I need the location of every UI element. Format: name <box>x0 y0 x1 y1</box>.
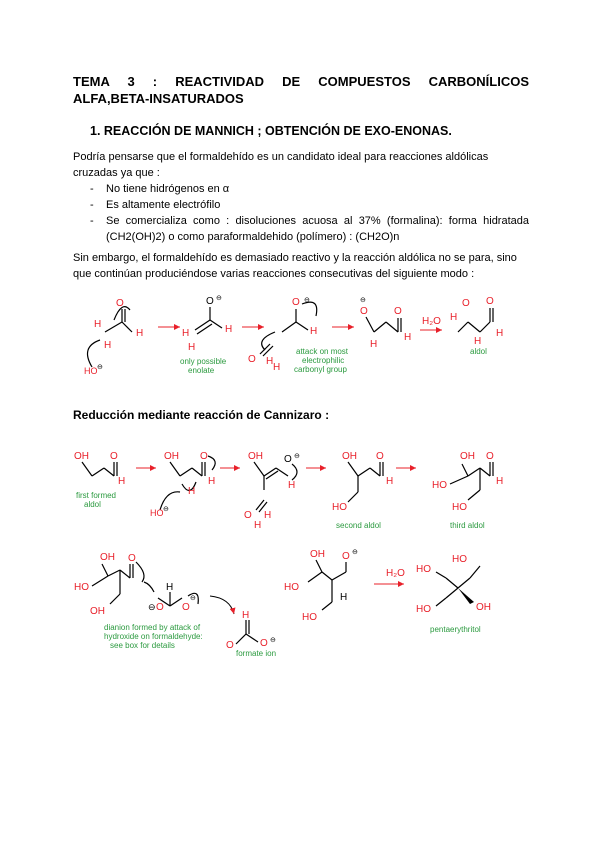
aldol-molecule <box>458 308 493 332</box>
svg-text:H: H <box>386 476 394 487</box>
label-first-formed: first formed <box>76 491 117 500</box>
svg-text:OH: OH <box>74 451 89 462</box>
svg-text:O: O <box>292 297 300 308</box>
svg-text:H: H <box>242 610 250 621</box>
svg-text:OH: OH <box>310 549 325 560</box>
svg-text:HO: HO <box>416 604 431 615</box>
first-aldol-molecule <box>82 462 117 476</box>
label-dianion-2: hydroxide on formaldehyde: <box>104 632 203 641</box>
label-enolate: enolate <box>188 366 215 375</box>
bullet-item: - Es altamente electrófilo <box>90 199 221 211</box>
svg-text:O: O <box>248 354 256 365</box>
svg-text:O: O <box>226 640 234 651</box>
svg-text:H: H <box>496 476 504 487</box>
label-attack-3: carbonyl group <box>294 365 347 374</box>
svg-text:H: H <box>288 480 296 491</box>
svg-text:O: O <box>360 306 368 317</box>
second-aldol-molecule <box>348 462 383 502</box>
svg-text:⊖: ⊖ <box>304 297 310 304</box>
svg-text:HO: HO <box>302 612 317 623</box>
svg-text:H: H <box>266 356 274 367</box>
svg-text:O: O <box>206 296 214 307</box>
scheme-aldol-sequence <box>70 292 540 382</box>
svg-text:O: O <box>284 454 292 465</box>
svg-text:H: H <box>208 476 216 487</box>
svg-text:O: O <box>128 553 136 564</box>
svg-text:OH: OH <box>90 606 105 617</box>
svg-text:O: O <box>260 638 268 649</box>
svg-text:OH: OH <box>476 602 491 613</box>
reagent-h2o-2: H₂O <box>386 568 405 579</box>
label-first-aldol: aldol <box>84 500 101 509</box>
svg-text:H: H <box>264 510 272 521</box>
svg-text:OH: OH <box>460 451 475 462</box>
enolate-molecule <box>195 307 222 334</box>
scheme-repeated-aldols <box>70 448 540 538</box>
bullet-item: - Se comercializa como : disoluciones acuosa al 37% (formalina): forma hidratada <box>90 215 529 227</box>
third-aldol-attack <box>92 562 154 604</box>
subheading-cannizaro: Reducción mediante reacción de Cannizaro : <box>73 408 330 422</box>
svg-text:H: H <box>496 328 504 339</box>
svg-text:O: O <box>116 298 124 309</box>
bullet-text: Se comercializa como : disoluciones acuosa al 37% (formalina): forma hidratada <box>106 215 529 227</box>
section-heading-mannich: 1. REACCIÓN DE MANNICH ; OBTENCIÓN DE EXO-ENONAS. <box>90 124 452 138</box>
svg-text:OH: OH <box>100 552 115 563</box>
svg-text:H: H <box>182 328 190 339</box>
svg-text:HO: HO <box>332 502 347 513</box>
svg-text:H: H <box>310 326 318 337</box>
svg-text:HO: HO <box>284 582 299 593</box>
svg-text:O: O <box>394 306 402 317</box>
label-third-aldol: third aldol <box>450 521 485 530</box>
label-pentaerythritol: pentaerythritol <box>430 625 481 634</box>
svg-text:O: O <box>486 296 494 307</box>
svg-text:O: O <box>110 451 118 462</box>
svg-text:O: O <box>462 298 470 309</box>
svg-text:⊖: ⊖ <box>97 364 103 371</box>
svg-text:⊖: ⊖ <box>270 637 276 644</box>
svg-text:H: H <box>188 486 196 497</box>
paragraph-2-line2: que continúan produciéndose varias reacciones consecutivas del siguiente modo : <box>73 268 475 280</box>
svg-text:H: H <box>404 332 412 343</box>
svg-text:H: H <box>225 324 233 335</box>
bullet-text: No tiene hidrógenos en α <box>106 183 230 195</box>
scheme-cannizzaro <box>70 548 540 658</box>
label-attack-2: electrophilic <box>302 356 345 365</box>
label-attack-1: attack on most <box>296 347 349 356</box>
svg-text:OH: OH <box>248 451 263 462</box>
alkoxide-molecule <box>366 317 401 332</box>
svg-text:H: H <box>474 336 482 347</box>
bullet-continuation: (CH2(OH)2) o como paraformaldehido (polímero) : (CH2O)n <box>106 231 400 243</box>
first-aldol-enolization <box>160 456 215 510</box>
svg-text:H: H <box>340 592 348 603</box>
svg-text:H: H <box>118 476 126 487</box>
svg-text:H: H <box>94 319 102 330</box>
svg-text:⊖: ⊖ <box>294 453 300 460</box>
svg-text:⊖: ⊖ <box>352 549 358 556</box>
svg-text:O: O <box>486 451 494 462</box>
svg-text:H: H <box>370 339 378 350</box>
svg-text:H: H <box>104 340 112 351</box>
paragraph-2-line1: Sin embargo, el formaldehído es demasiado reactivo y la reacción aldólica no se para, sino <box>73 252 517 264</box>
svg-text:⊖: ⊖ <box>148 602 156 612</box>
bullet-item: - No tiene hidrógenos en α <box>90 183 230 195</box>
label-only-possible: only possible <box>180 357 227 366</box>
acetaldehyde-molecule <box>88 307 133 367</box>
svg-text:O: O <box>342 551 350 562</box>
svg-text:H: H <box>273 362 281 373</box>
svg-text:HO: HO <box>452 502 467 513</box>
svg-text:⊖: ⊖ <box>190 595 196 602</box>
pentaerythritol-molecule <box>436 566 480 606</box>
svg-text:HO: HO <box>84 366 98 376</box>
svg-text:HO: HO <box>432 480 447 491</box>
svg-text:⊖: ⊖ <box>163 506 169 513</box>
svg-text:O: O <box>200 451 208 462</box>
doc-title-line2: ALFA,BETA-INSATURADOS <box>73 91 244 106</box>
svg-text:OH: OH <box>164 451 179 462</box>
paragraph-1-line2: cruzadas ya que : <box>73 167 160 179</box>
svg-text:H: H <box>254 520 262 531</box>
svg-text:HO: HO <box>452 554 467 565</box>
svg-text:O: O <box>376 451 384 462</box>
svg-text:HO: HO <box>74 582 89 593</box>
label-aldol: aldol <box>470 347 487 356</box>
doc-title-line1: TEMA 3 : REACTIVIDAD DE COMPUESTOS CARBONÍLICOS <box>73 74 529 89</box>
svg-text:H: H <box>166 582 174 593</box>
svg-text:⊖: ⊖ <box>360 297 366 304</box>
svg-text:H: H <box>450 312 458 323</box>
formate-ion <box>236 620 258 644</box>
svg-text:HO: HO <box>150 508 164 518</box>
svg-text:H: H <box>188 342 196 353</box>
third-aldol-molecule <box>450 462 493 500</box>
svg-text:O: O <box>244 510 252 521</box>
reagent-h2o: H₂O <box>422 316 441 327</box>
svg-text:O: O <box>182 602 190 613</box>
bullet-text: Es altamente electrófilo <box>106 199 221 211</box>
label-formate-ion: formate ion <box>236 649 277 658</box>
label-dianion-1: dianion formed by attack of <box>104 623 201 632</box>
svg-text:⊖: ⊖ <box>216 295 222 302</box>
paragraph-1-line1: Podría pensarse que el formaldehído es un candidato ideal para reacciones aldólicas <box>73 151 489 163</box>
label-second-aldol: second aldol <box>336 521 381 530</box>
svg-text:O: O <box>156 602 164 613</box>
svg-text:HO: HO <box>416 564 431 575</box>
svg-text:OH: OH <box>342 451 357 462</box>
label-dianion-3: see box for details <box>110 641 175 650</box>
svg-text:H: H <box>136 328 144 339</box>
